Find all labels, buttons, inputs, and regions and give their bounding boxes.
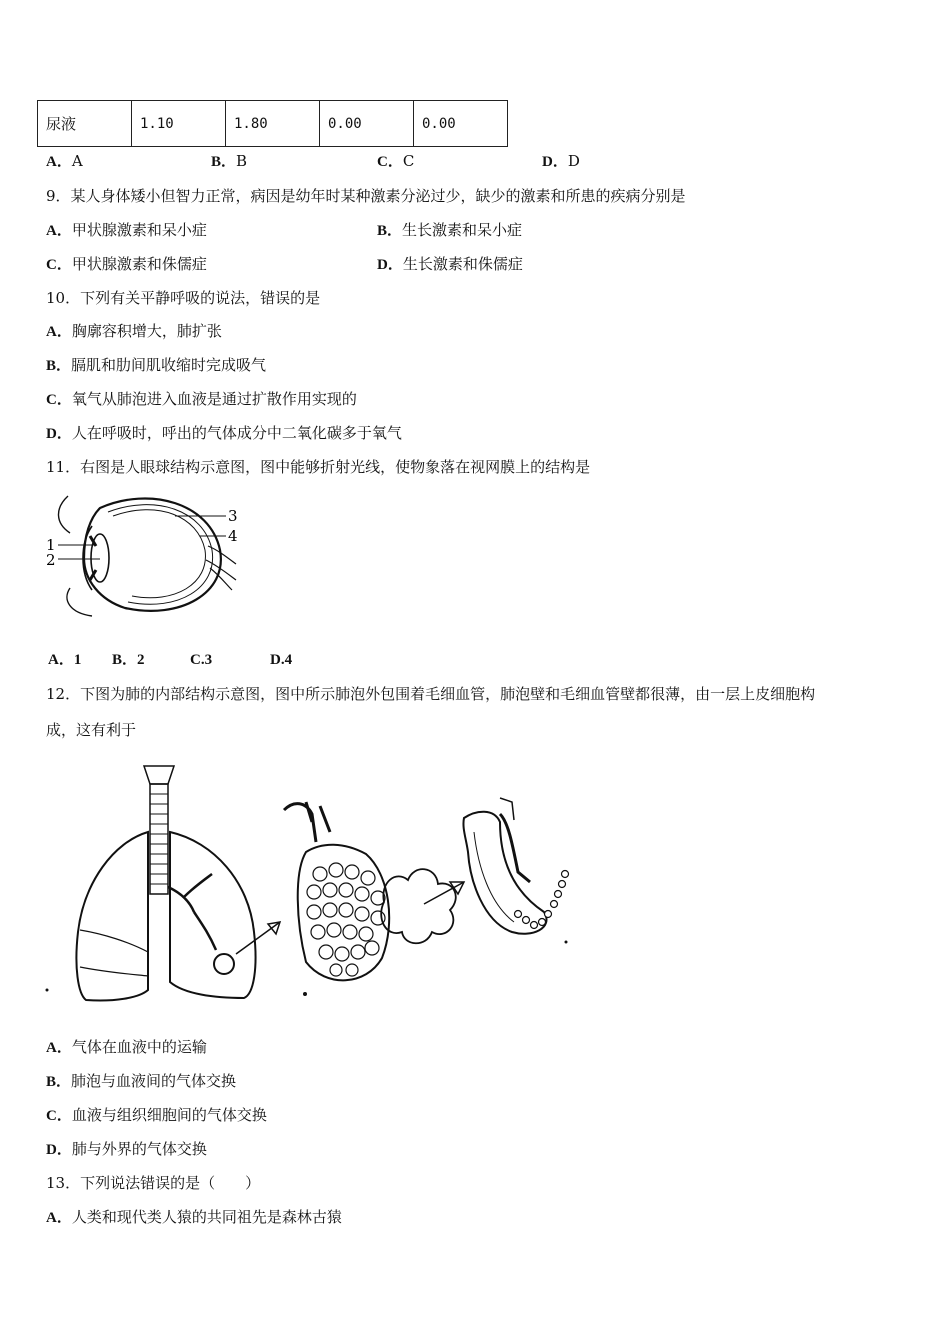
q9-option-c[interactable]: C．甲状腺激素和侏儒症	[46, 255, 207, 273]
lung-structure-diagram	[44, 762, 574, 1007]
eye-label-1: 1	[46, 536, 56, 554]
q13-stem: 13．下列说法错误的是（ ）	[46, 1174, 261, 1192]
table-row-label: 尿液	[38, 101, 132, 147]
q9-option-d[interactable]: D．生长激素和侏儒症	[377, 255, 523, 273]
q10-option-a[interactable]: A．胸廓容积增大，肺扩张	[46, 322, 222, 340]
q9-stem: 9．某人身体矮小但智力正常，病因是幼年时某种激素分泌过少，缺少的激素和所患的疾病分别是	[46, 187, 686, 205]
q12-option-c[interactable]: C．血液与组织细胞间的气体交换	[46, 1106, 267, 1124]
q11-option-a[interactable]: A．1	[48, 652, 82, 668]
q8-option-b[interactable]: B．B	[211, 152, 248, 170]
q12-option-b[interactable]: B．肺泡与血液间的气体交换	[46, 1072, 237, 1090]
q10-option-c[interactable]: C．氧气从肺泡进入血液是通过扩散作用实现的	[46, 390, 357, 408]
q10-stem: 10．下列有关平静呼吸的说法，错误的是	[46, 289, 321, 307]
data-table	[37, 100, 508, 147]
q8-option-d[interactable]: D．D	[542, 152, 580, 170]
q12-option-d[interactable]: D．肺与外界的气体交换	[46, 1140, 207, 1158]
q10-option-b[interactable]: B．膈肌和肋间肌收缩时完成吸气	[46, 356, 267, 374]
q8-option-a[interactable]: A．A	[46, 152, 83, 170]
q12-stem-line1: 12．下图为肺的内部结构示意图，图中所示肺泡外包围着毛细血管，肺泡壁和毛细血管壁都很薄，由一层上皮细胞构	[46, 685, 816, 703]
table-cell: 1.80	[226, 101, 320, 147]
table-cell: 0.00	[320, 101, 414, 147]
q9-option-a[interactable]: A．甲状腺激素和呆小症	[46, 221, 207, 239]
eye-label-2: 2	[46, 551, 56, 569]
q11-option-c[interactable]: C.3	[190, 652, 213, 668]
q11-option-d[interactable]: D.4	[270, 652, 293, 668]
q11-stem: 11．右图是人眼球结构示意图，图中能够折射光线，使物象落在视网膜上的结构是	[46, 458, 591, 476]
table-row	[38, 101, 508, 147]
q11-option-b[interactable]: B．2	[112, 652, 145, 668]
q8-option-c[interactable]: C．C	[377, 152, 415, 170]
table-cell: 0.00	[414, 101, 508, 147]
q12-stem-line2: 成，这有利于	[46, 721, 137, 739]
eye-label-3: 3	[228, 507, 238, 525]
table-cell: 1.10	[132, 101, 226, 147]
q10-option-d[interactable]: D．人在呼吸时，呼出的气体成分中二氧化碳多于氧气	[46, 424, 402, 442]
eye-diagram	[40, 488, 240, 633]
q13-option-a[interactable]: A．人类和现代类人猿的共同祖先是森林古猿	[46, 1208, 342, 1226]
q9-option-b[interactable]: B．生长激素和呆小症	[377, 221, 523, 239]
q12-option-a[interactable]: A．气体在血液中的运输	[46, 1038, 207, 1056]
eye-label-4: 4	[228, 527, 238, 545]
